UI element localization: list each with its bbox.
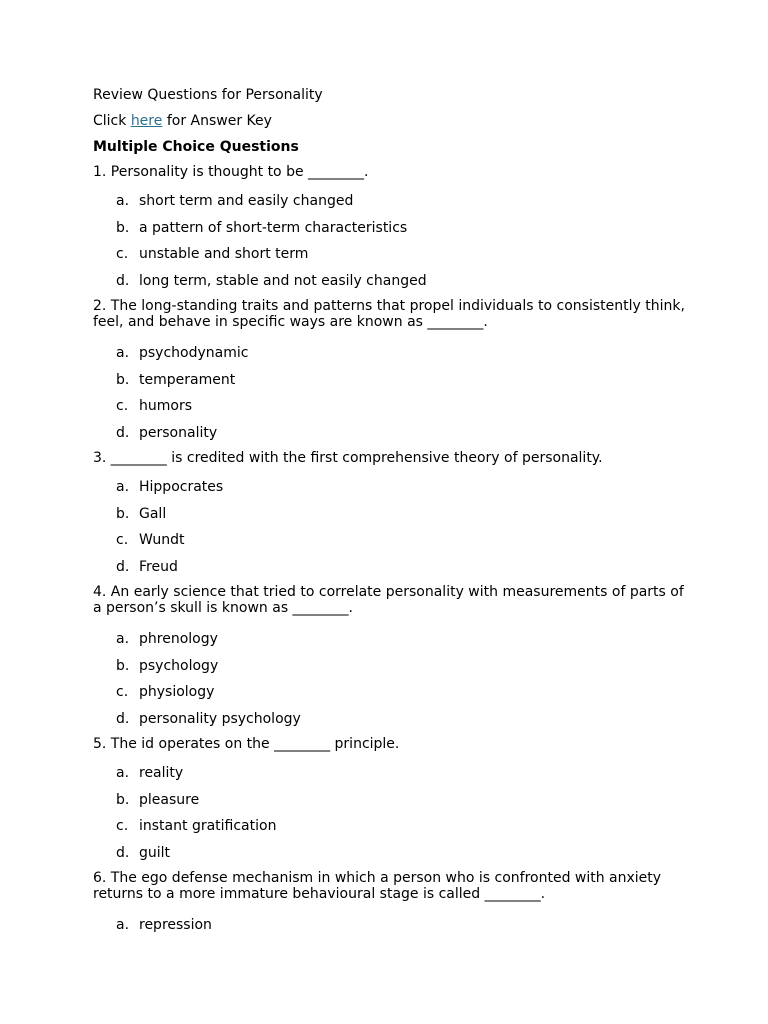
question-3: 3. ________ is credited with the first comprehensive theory of personality. (93, 450, 603, 466)
question-4: 4. An early science that tried to correlate personality with measurements of parts of a person’s skull is known as ________. (93, 584, 684, 616)
option-text: physiology (139, 684, 215, 700)
answer-key-link[interactable]: here (130, 113, 163, 129)
option-text: Gall (139, 505, 167, 522)
question-2: 2. The long-standing traits and patterns that propel individuals to consistently think, feel, and behave in specific ways are known as ________. (93, 298, 685, 330)
option-letter: b. (116, 657, 130, 674)
option-text: temperament (139, 371, 236, 388)
option-letter: c. (116, 398, 129, 414)
option-text: Hippocrates (139, 479, 224, 495)
question-4-options (93, 630, 693, 736)
option-letter: a. (116, 479, 130, 495)
option-letter: c. (116, 532, 129, 548)
option-text: unstable and short term (139, 246, 309, 262)
option-item (93, 558, 693, 585)
option-text: psychodynamic (139, 345, 249, 361)
option-text: reality (139, 765, 184, 781)
option-item (93, 478, 693, 505)
option-text: guilt (139, 844, 171, 861)
option-letter: b. (116, 791, 130, 808)
question-5-options (93, 764, 693, 870)
option-item (93, 531, 693, 558)
option-letter: b. (116, 371, 130, 388)
document-title: Review Questions for Personality (93, 87, 323, 103)
option-letter: a. (116, 631, 130, 647)
option-letter: c. (116, 818, 129, 834)
option-text: personality psychology (139, 710, 301, 727)
option-item (93, 272, 693, 299)
option-letter: a. (116, 345, 130, 361)
option-item (93, 219, 693, 246)
answer-key-prefix: Click (93, 113, 131, 129)
option-letter: a. (116, 193, 130, 209)
answer-key-suffix: for Answer Key (162, 113, 272, 129)
question-1: 1. Personality is thought to be ________. (93, 164, 369, 180)
option-item (93, 371, 693, 398)
option-letter: d. (116, 710, 130, 727)
option-text: phrenology (139, 631, 218, 647)
question-6: 6. The ego defense mechanism in which a person who is confronted with anxiety returns to a more immature behavioural stage is called ________. (93, 870, 662, 902)
option-letter: d. (116, 424, 130, 441)
option-letter: a. (116, 917, 130, 933)
option-item (93, 657, 693, 684)
option-item (93, 683, 693, 710)
option-text: personality (139, 424, 218, 441)
document-body (93, 86, 693, 943)
question-2-options (93, 344, 693, 450)
option-item (93, 817, 693, 844)
option-item (93, 764, 693, 791)
option-text: Freud (139, 558, 178, 575)
option-item (93, 630, 693, 657)
option-item (93, 424, 693, 451)
section-heading: Multiple Choice Questions (93, 139, 299, 155)
option-item (93, 791, 693, 818)
option-item (93, 344, 693, 371)
option-text: a pattern of short-term characteristics (139, 219, 408, 236)
option-letter: b. (116, 219, 130, 236)
option-item (93, 710, 693, 737)
option-letter: d. (116, 844, 130, 861)
option-item (93, 505, 693, 532)
option-item (93, 397, 693, 424)
option-letter: c. (116, 246, 129, 262)
question-6-options (93, 916, 693, 943)
option-letter: c. (116, 684, 129, 700)
option-item (93, 844, 693, 871)
option-text: pleasure (139, 791, 200, 808)
question-3-options (93, 478, 693, 584)
option-item (93, 192, 693, 219)
option-text: short term and easily changed (139, 193, 354, 209)
option-letter: a. (116, 765, 130, 781)
option-text: humors (139, 398, 192, 414)
option-text: psychology (139, 657, 219, 674)
question-5: 5. The id operates on the ________ principle. (93, 736, 400, 752)
answer-key-line (93, 112, 693, 138)
option-text: instant gratification (139, 818, 277, 834)
option-item (93, 916, 693, 943)
option-text: repression (139, 917, 212, 933)
option-letter: d. (116, 272, 130, 289)
option-text: long term, stable and not easily changed (139, 272, 427, 289)
option-letter: b. (116, 505, 130, 522)
question-1-options (93, 192, 693, 298)
option-item (93, 245, 693, 272)
option-text: Wundt (139, 532, 185, 548)
option-letter: d. (116, 558, 130, 575)
